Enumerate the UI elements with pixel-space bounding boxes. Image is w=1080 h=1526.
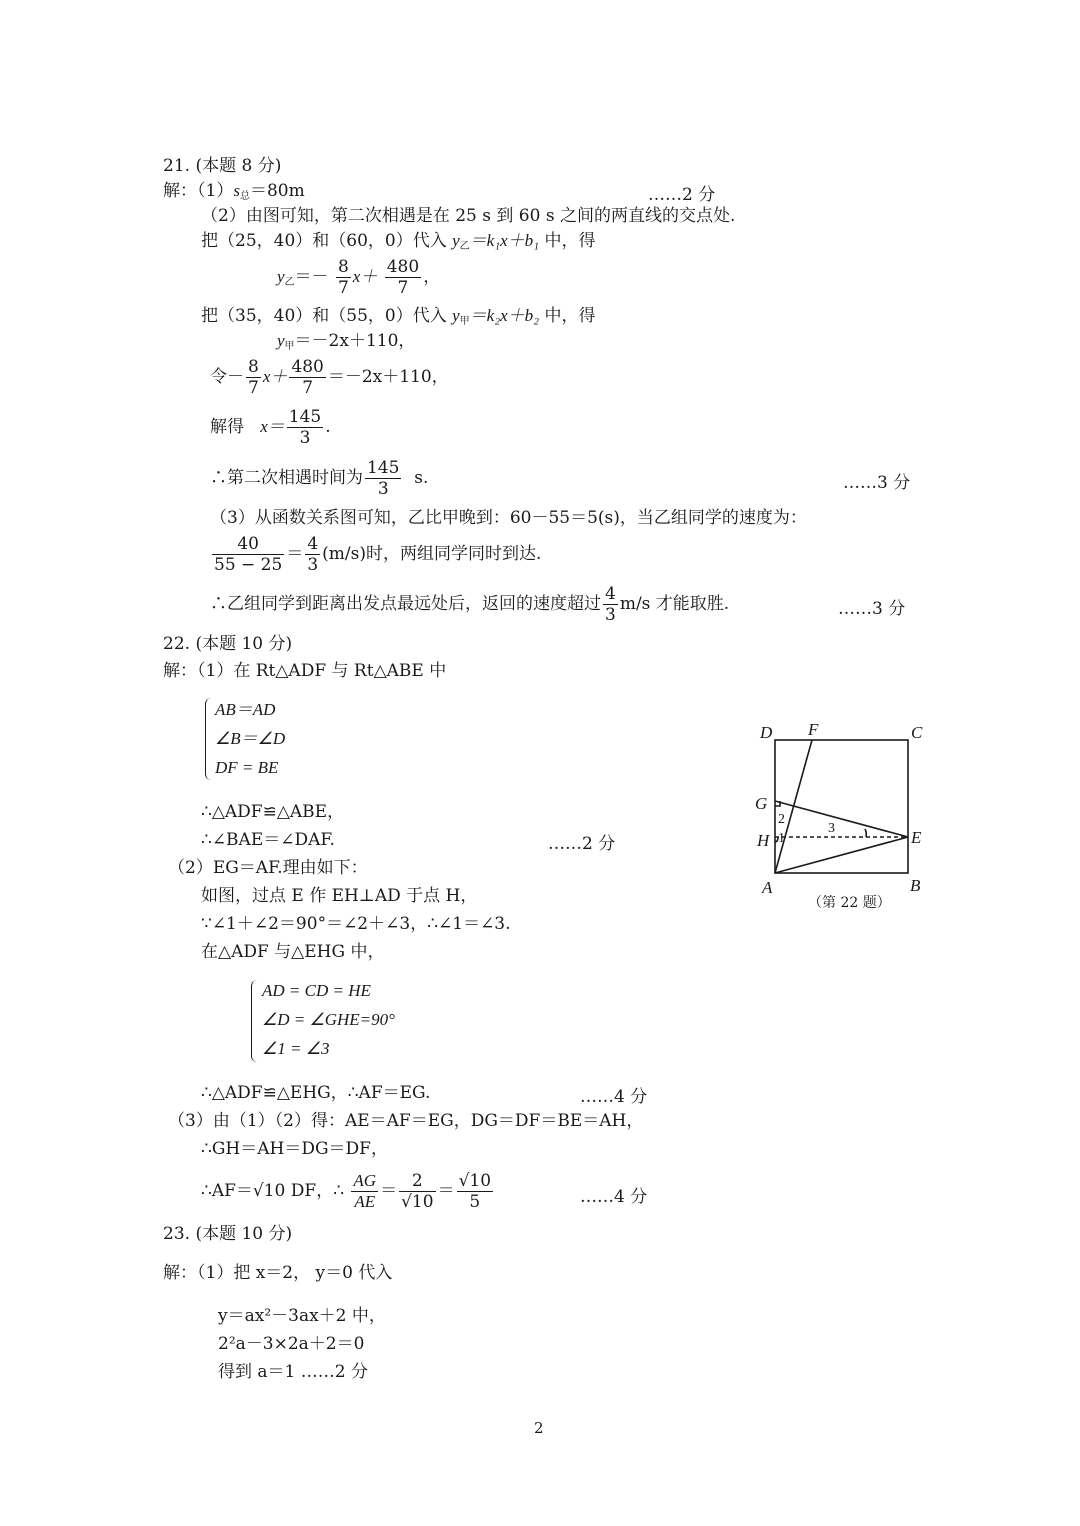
system-line: AD = CD = HE [262,981,371,1000]
q23-line2: y＝ax²－3ax＋2 中， [218,1306,386,1326]
q22-p3: （3）由（1）（2）得：AE＝AF＝EG，DG＝DF＝BE＝AH， [168,1111,644,1131]
subscript: 乙 [459,241,470,252]
q21-eq4 [210,405,331,449]
text: ∴第二次相遇时间为 [210,468,363,488]
q23-line4: 得到 a＝1 ……2 分 [218,1362,368,1382]
q22-c3: ∴△ADF≌△EHG，∴AF＝EG. [201,1083,431,1103]
fraction: $\frac{40}{55 - 25}$ [214,534,283,575]
geometry-figure [740,715,940,915]
label-G: G [755,794,768,813]
subscript: 乙 [284,277,295,288]
text: ＝－ [294,267,329,287]
label-angle-1: 1 [778,831,785,846]
system-line: ∠B＝∠D [215,729,286,748]
equation: ＝k₂x＋b₂ [469,306,540,325]
q21-line8 [210,582,729,626]
text: ＝－2x＋110， [327,367,449,387]
label-angle-3: 3 [828,821,835,836]
system-line: AB＝AD [215,700,276,719]
q21-line2: （2）由图可知，第二次相遇是在 25 s 到 60 s 之间的两直线的交点处. [201,206,736,226]
text: ， [423,267,441,287]
text: 中，得 [544,306,596,326]
var-x: x＋ [352,267,378,286]
q22-p3b [201,1168,495,1214]
q21-eq3 [210,355,449,399]
q22-score-3: ……4 分 [580,1187,648,1207]
text: 中，得 [544,231,596,251]
q22-header: 22. (本题 10 分) [163,634,293,654]
q23-line3: 2²a－3×2a＋2＝0 [218,1334,365,1354]
label-C: C [911,723,923,742]
q21-line6: （3）从函数关系图可知，乙比甲晚到：60－55＝5(s)，当乙组同学的速度为： [210,508,807,528]
var-x: x＝ [260,417,285,436]
distance-value: ＝80m [249,181,305,201]
q23-line1: 解：（1）把 x＝2， y＝0 代入 [163,1263,393,1283]
label-angle-2: 2 [778,812,785,827]
text: 令－ [210,367,244,387]
label-A: A [762,878,773,897]
system-1 [215,695,285,782]
text: s. [414,468,429,488]
equation: ＝k₁x＋b₁ [469,231,540,250]
q21-score-1: ……2 分 [648,185,716,205]
text: ＝ [437,1181,455,1201]
text: m/s 才能取胜. [619,594,730,614]
var-y: y [452,231,460,250]
q21-line4 [201,305,596,333]
fraction: $\frac{480}{7}$ [386,257,420,298]
page-number: 2 [534,1419,544,1437]
label-D: D [760,723,773,742]
q22-c1: ∴△ADF≌△ABE， [201,802,345,822]
label-E: E [911,828,922,847]
fraction: $\frac{2}{√10}$ [401,1171,434,1212]
var-y: y [277,331,285,350]
q22-p2: （2）EG＝AF.理由如下： [168,858,368,878]
q22-p3a: ∴GH＝AH＝DG＝DF， [201,1139,388,1159]
label-H: H [757,831,770,850]
text: ＝ [380,1181,398,1201]
q22-p2a: 如图，过点 E 作 EH⊥AD 于点 H， [201,886,478,906]
var-y: y [277,267,285,286]
fraction: $\frac{480}{7}$ [291,357,324,398]
q22-p2b: ∵∠1＋∠2＝90°＝∠2＋∠3，∴∠1＝∠3. [201,914,511,934]
fraction: $\frac{8}{7}$ [248,357,259,398]
text: ∴AF＝ [201,1181,253,1201]
q22-score-1: ……2 分 [548,834,616,854]
fraction: $\frac{4}{3}$ [307,534,319,575]
q22-p2c: 在△ADF 与△EHG 中， [201,942,385,962]
solution-label: 解：（1） [163,181,234,201]
q22-c2: ∴∠BAE＝∠DAF. [201,830,335,850]
text: . [325,417,331,437]
q21-line3 [201,230,596,258]
sqrt-10: √10 [252,1181,286,1201]
q22-line1: 解：（1）在 Rt△ADF 与 Rt△ABE 中 [163,661,447,681]
fraction: $\frac{√10}{5}$ [458,1171,492,1212]
label-F: F [808,720,819,739]
figure-caption: （第 22 题） [808,895,891,911]
text: 解得 [210,417,244,437]
q22-score-2: ……4 分 [580,1087,648,1107]
segment-GE [775,801,908,837]
q21-line7 [210,532,541,576]
q21-eq2 [277,330,415,358]
text: ＝－2x＋110， [294,331,416,351]
fraction: $\frac{8}{7}$ [337,257,349,298]
text: (m/s)时，两组同学同时到达. [322,544,542,564]
text: DF，∴ [290,1181,345,1201]
q21-line1 [163,180,305,208]
fraction: $\frac{AG}{AE}$ [353,1171,377,1211]
q21-score-2: ……3 分 [843,473,911,493]
brace [205,698,214,780]
q21-header: 21. (本题 8 分) [163,156,282,176]
var-s: s [233,181,240,200]
q21-line5 [210,456,428,500]
subscript: 总 [239,191,250,202]
subscript: 甲 [284,341,295,352]
q23-header: 23. (本题 10 分) [163,1224,293,1244]
q21-eq1 [277,255,440,305]
text: 把（35，40）和（55，0）代入 [201,306,447,326]
fraction: $\frac{145}{3}$ [288,407,322,448]
system-line: ∠D = ∠GHE=90° [262,1010,395,1029]
brace [251,980,260,1062]
system-line: ∠1 = ∠3 [262,1039,330,1058]
system-line: DF = BE [215,758,279,777]
fraction: $\frac{145}{3}$ [367,458,400,499]
fraction: $\frac{4}{3}$ [605,584,616,625]
var-y: y [452,306,460,325]
label-B: B [910,876,921,895]
text: ∴乙组同学到距离出发点最远处后，返回的速度超过 [210,594,601,614]
subscript: 甲 [459,316,470,327]
text: 把（25，40）和（60，0）代入 [201,231,447,251]
segment-AE [775,837,908,873]
q21-score-3: ……3 分 [838,599,906,619]
angle-mark [865,829,866,837]
var-x: x＋ [262,367,288,386]
text: ＝ [286,544,304,564]
system-2 [262,976,395,1063]
